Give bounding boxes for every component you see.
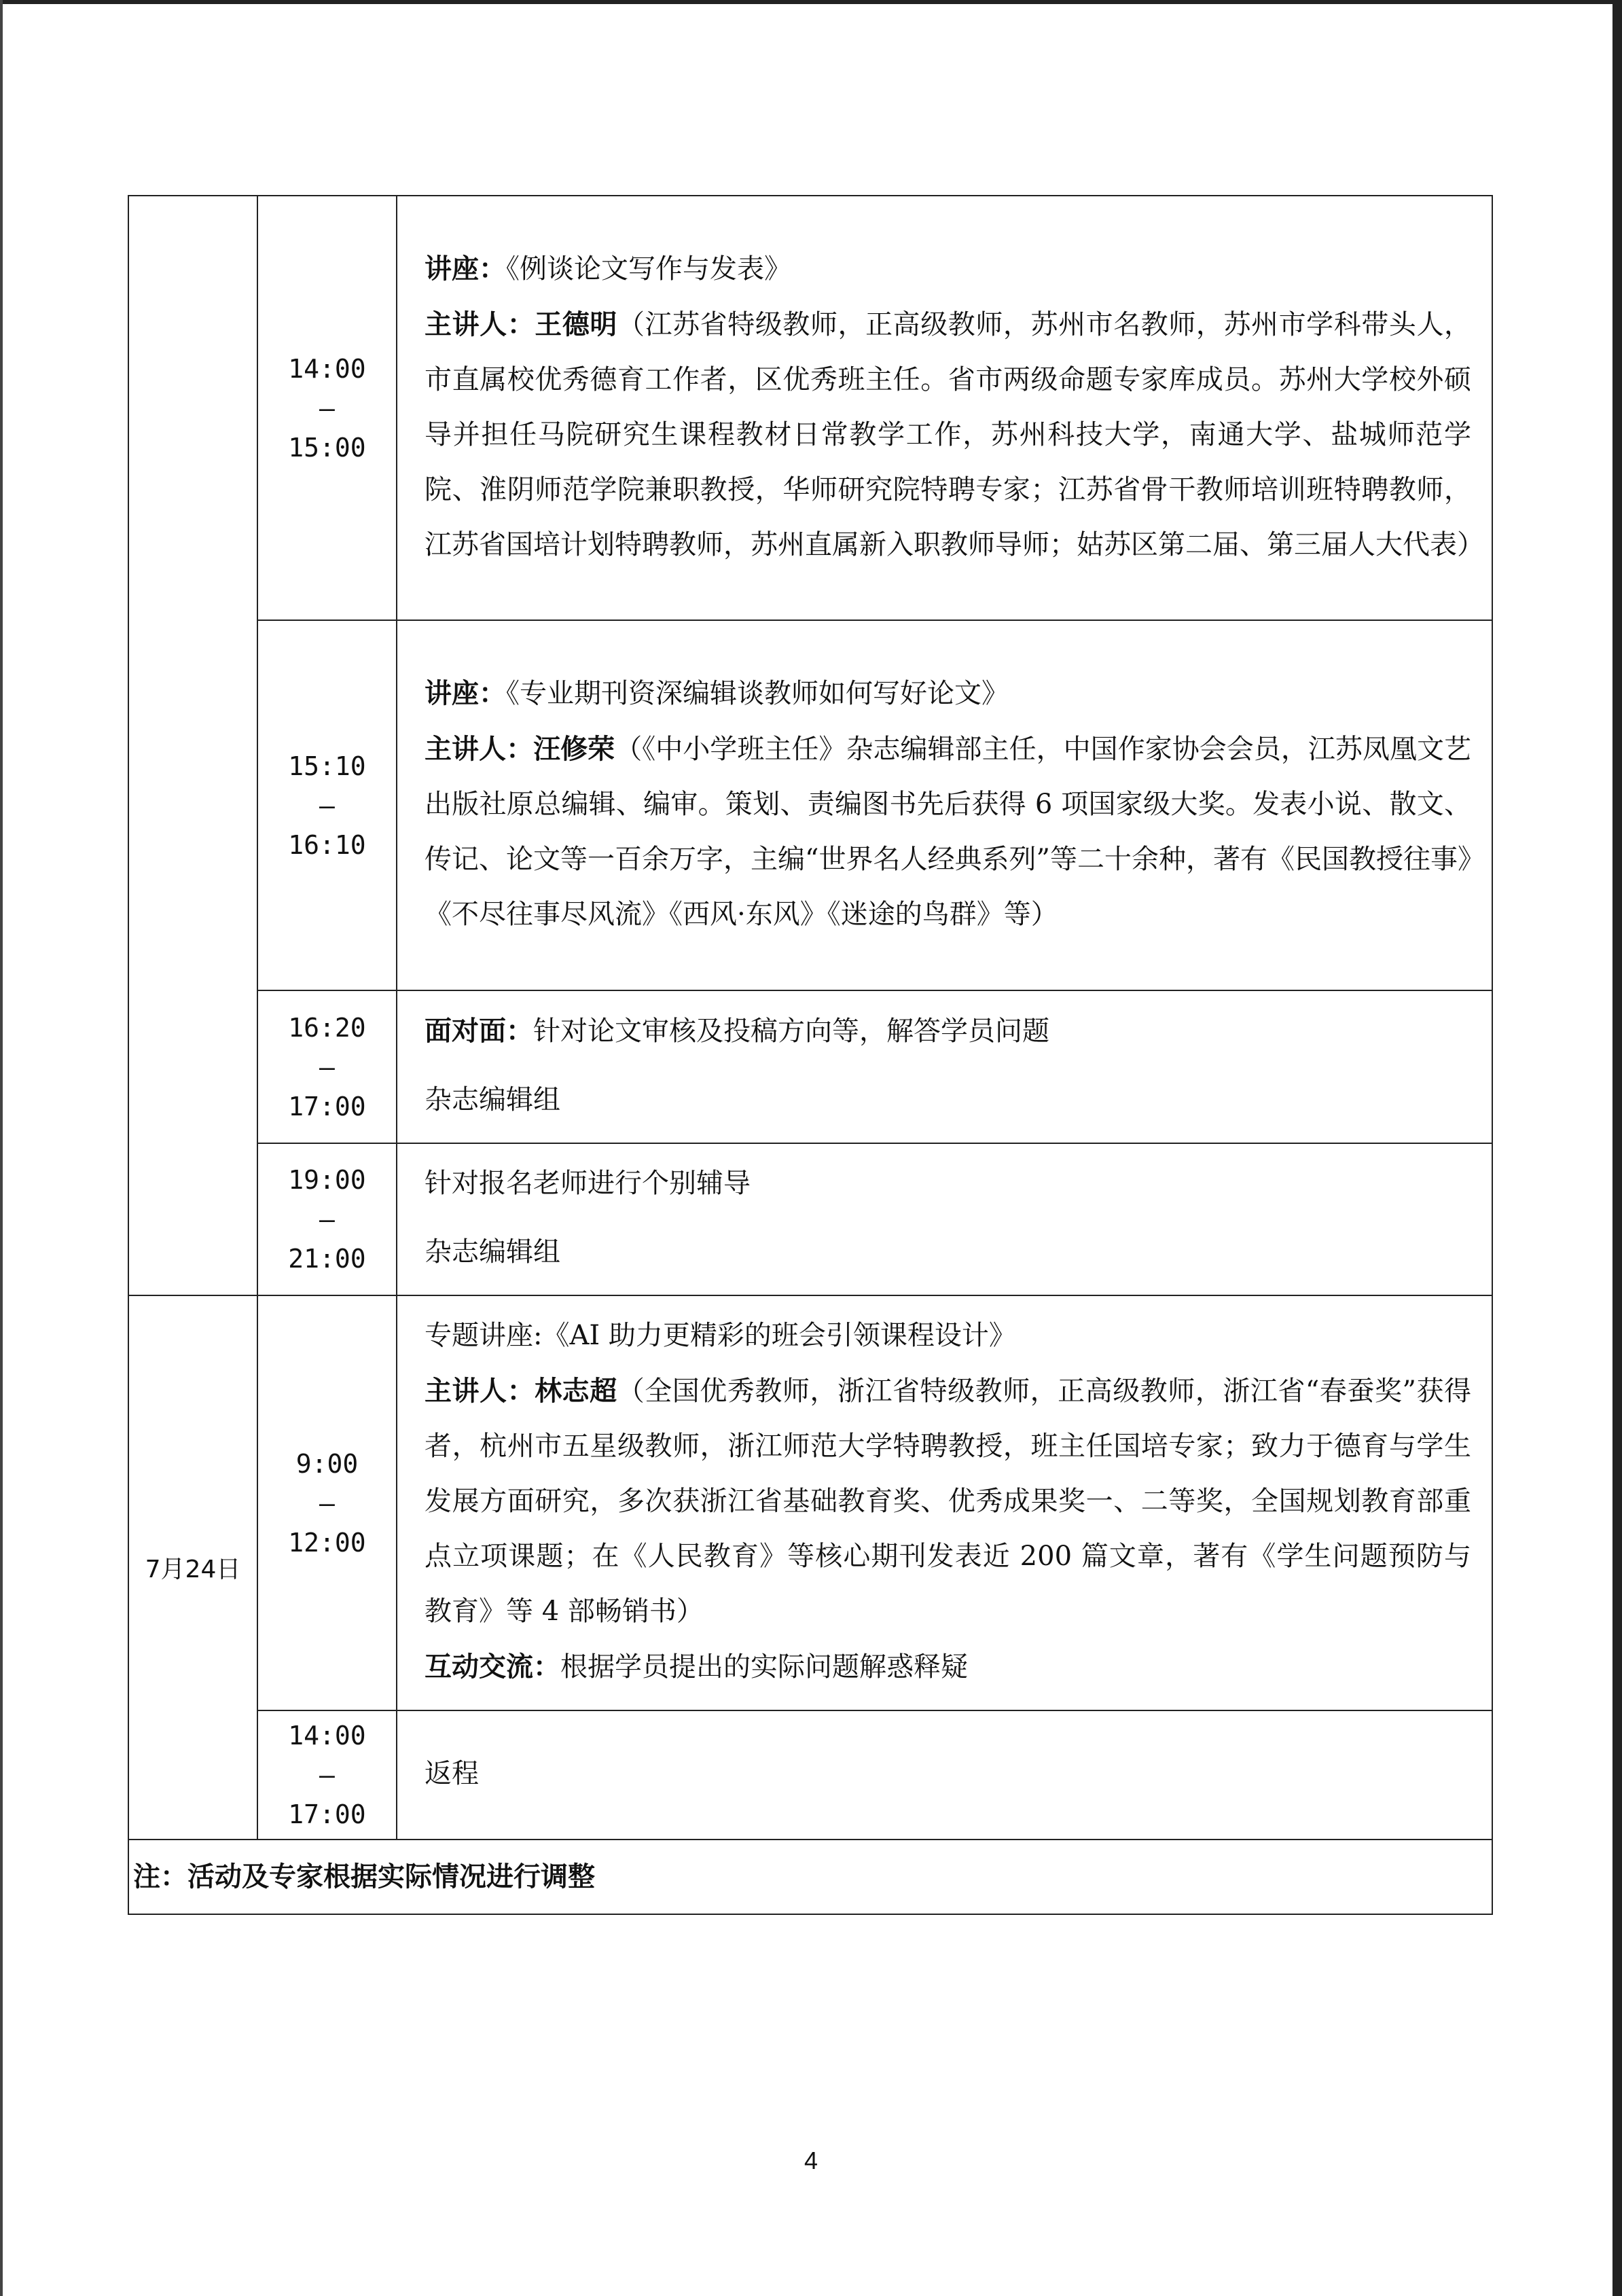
scan-border-right [1612,0,1622,2296]
time-end: 21:00 [288,1244,366,1274]
time-cell [257,1295,397,1710]
time-sep: – [319,1760,335,1790]
activity-text: 针对论文审核及投稿方向等，解答学员问题 [533,1016,1049,1047]
lecture-label: 讲座： [425,677,506,709]
speaker-name: 林志超 [535,1375,617,1407]
speaker-info [425,297,1484,573]
time-start: 19:00 [288,1165,366,1195]
time-end: 12:00 [288,1527,366,1558]
table-row [128,620,1492,990]
interaction-label: 互动交流： [425,1651,560,1683]
content-cell [397,620,1492,990]
note-text: 注：活动及专家根据实际情况进行调整 [128,1840,1492,1914]
speaker-info [425,721,1471,942]
activity-line [425,1003,1471,1059]
speaker-info [425,1363,1471,1639]
page-number: 4 [804,2147,818,2174]
host-line: 杂志编辑组 [425,1236,560,1268]
time-start: 14:00 [288,353,366,384]
table-row [128,990,1492,1143]
activity-line: 针对报名老师进行个别辅导 [425,1168,751,1199]
table-row [128,196,1492,620]
interaction-line [425,1639,1471,1695]
lecture-title-text: 《专业期刊资深编辑谈教师如何写好论文》 [506,678,1009,709]
schedule-table [128,195,1493,1915]
content-cell [397,1143,1492,1295]
time-cell [257,1710,397,1840]
scan-border-top [0,0,1622,4]
date-cell: 7月24日 [128,1295,257,1840]
time-cell [257,196,397,620]
speaker-label: 主讲人： [425,733,534,765]
speaker-label: 主讲人： [425,308,535,340]
content-cell [397,1710,1492,1840]
speaker-name: 王德明 [535,308,617,340]
lecture-title [425,241,1471,297]
lecture-title [425,666,1471,721]
time-cell [257,990,397,1143]
date-cell-continued [128,196,257,1295]
lecture-title-text: 《例谈论文写作与发表》 [506,253,791,285]
speaker-bio: （《中小学班主任》杂志编辑部主任，中国作家协会会员，江苏凤凰文艺出版社原总编辑、编审。策划、责编图书先后获得 6 项国家级大奖。发表小说、散文、传记、论文等一百余万字，主编“世界名人经典系列”等二十余种，著有《民国教授往事》《不尽往事尽风流》《西风·东风》《迷途的鸟群》等） [425,734,1472,930]
note-row [128,1840,1492,1914]
time-start: 9:00 [295,1448,359,1479]
content-cell [397,196,1492,620]
time-sep: – [319,1204,335,1234]
scan-border-left [0,0,3,2296]
table-row [128,1295,1492,1710]
interaction-text: 根据学员提出的实际问题解惑释疑 [560,1651,968,1683]
activity-label: 面对面： [425,1015,533,1047]
speaker-label: 主讲人： [425,1375,535,1407]
time-sep: – [319,393,335,423]
table-row [128,1710,1492,1840]
time-start: 16:20 [288,1012,366,1043]
time-end: 15:00 [288,432,366,463]
speaker-name: 汪修荣 [533,733,615,765]
activity-line: 返程 [425,1757,479,1789]
time-end: 17:00 [288,1799,366,1829]
time-end: 17:00 [288,1091,366,1122]
time-sep: – [319,1488,335,1518]
lecture-title: 专题讲座:《AI 助力更精彩的班会引领课程设计》 [425,1320,1016,1351]
time-sep: – [319,790,335,821]
content-cell [397,1295,1492,1710]
speaker-bio: （江苏省特级教师，正高级教师，苏州市名教师，苏州市学科带头人，市直属校优秀德育工作者，区优秀班主任。省市两级命题专家库成员。苏州大学校外硕导并担任马院研究生课程教材日常教学工作，苏州科技大学，南通大学、盐城师范学院、淮阴师范学院兼职教授，华师研究院特聘专家；江苏省骨干教师培训班特聘教师，江苏省国培计划特聘教师，苏州直属新入职教师导师；姑苏区第二届、第三届人大代表） [425,308,1484,560]
time-sep: – [319,1052,335,1082]
time-end: 16:10 [288,829,366,860]
lecture-label: 讲座： [425,252,506,285]
content-cell [397,990,1492,1143]
time-cell [257,1143,397,1295]
host-line: 杂志编辑组 [425,1084,560,1115]
time-cell [257,620,397,990]
time-start: 14:00 [288,1721,366,1751]
speaker-bio: （全国优秀教师，浙江省特级教师，正高级教师，浙江省“春蚕奖”获得者，杭州市五星级教师，浙江师范大学特聘教授，班主任国培专家；致力于德育与学生发展方面研究，多次获浙江省基础教育奖、优秀成果奖一、二等奖，全国规划教育部重点立项课题；在《人民教育》等核心期刊发表近 200 篇文章，著有《学生问题预防与教育》等 4 部畅销书） [425,1376,1472,1627]
time-start: 15:10 [288,751,366,781]
table-row [128,1143,1492,1295]
